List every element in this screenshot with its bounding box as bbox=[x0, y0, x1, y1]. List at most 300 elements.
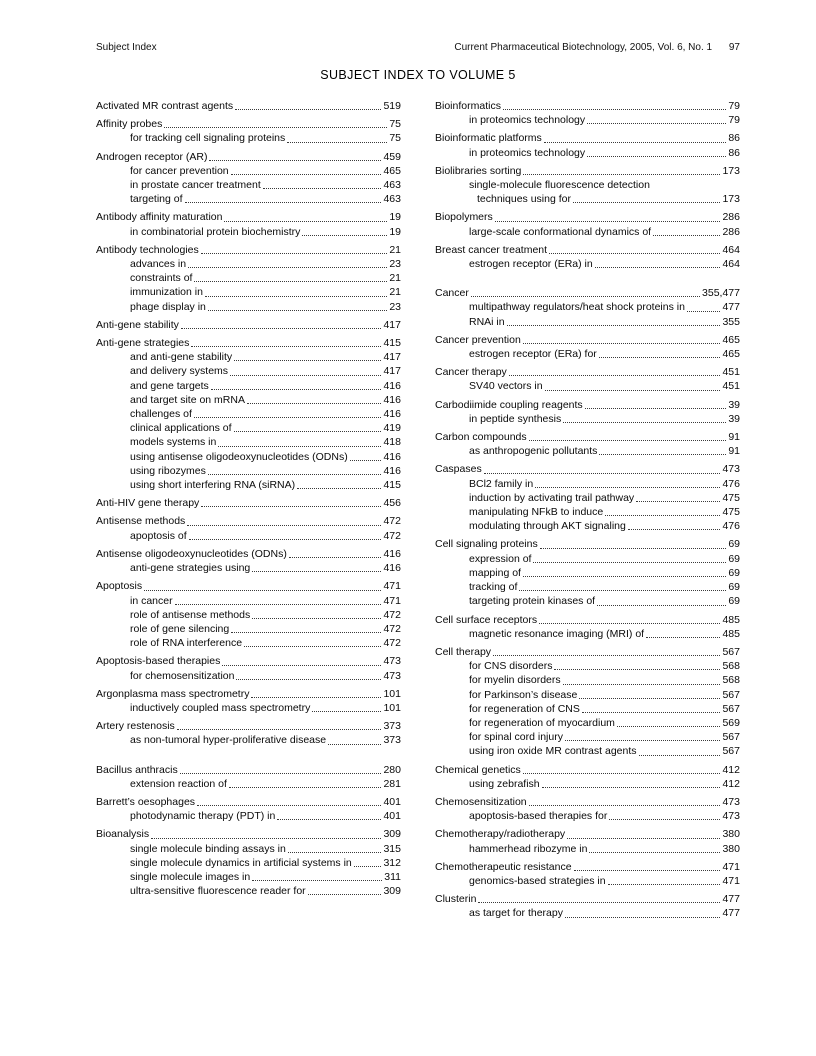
index-subentry bbox=[435, 744, 740, 758]
dot-leader bbox=[151, 838, 381, 839]
entry-text: single molecule binding assays in bbox=[130, 842, 286, 855]
index-entry bbox=[96, 654, 401, 668]
index-entry bbox=[435, 164, 740, 178]
dot-leader bbox=[595, 267, 721, 268]
dot-leader bbox=[308, 894, 382, 895]
index-entry bbox=[96, 318, 401, 332]
entry-text: single-molecule fluorescence detection bbox=[469, 179, 650, 192]
dot-leader bbox=[218, 446, 381, 447]
entry-text: role of RNA interference bbox=[130, 637, 243, 650]
index-subentry bbox=[435, 300, 740, 314]
index-entry bbox=[435, 462, 740, 476]
entry-text: Anti-gene strategies bbox=[96, 337, 190, 350]
entry-text: as anthropogenic pollutants bbox=[469, 445, 598, 458]
index-entry bbox=[96, 579, 401, 593]
entry-text: Bioanalysis bbox=[96, 828, 150, 841]
entry-text: for chemosensitization bbox=[130, 669, 235, 682]
page-number: 463 bbox=[383, 179, 401, 192]
entry-text: using ribozymes bbox=[130, 464, 206, 477]
dot-leader bbox=[533, 562, 726, 563]
dot-leader bbox=[287, 142, 387, 143]
page-number: 401 bbox=[383, 795, 401, 808]
dot-leader bbox=[523, 773, 721, 774]
index-subentry bbox=[435, 580, 740, 594]
dot-leader bbox=[229, 787, 382, 788]
page-number: 19 bbox=[389, 211, 401, 224]
entry-text: Chemotherapeutic resistance bbox=[435, 860, 572, 873]
index-entry bbox=[96, 763, 401, 777]
dot-leader bbox=[544, 142, 727, 143]
dot-leader bbox=[608, 884, 721, 885]
index-subentry bbox=[96, 884, 401, 898]
index-subentry bbox=[435, 444, 740, 458]
index-entry bbox=[435, 243, 740, 257]
entry-text: hammerhead ribozyme in bbox=[469, 842, 588, 855]
index-subentry bbox=[96, 701, 401, 715]
entry-text: Bacillus anthracis bbox=[96, 763, 178, 776]
index-entry bbox=[435, 763, 740, 777]
page-number: 21 bbox=[389, 243, 401, 256]
page-number: 355,477 bbox=[702, 287, 740, 300]
entry-text: Chemotherapy/radiotherapy bbox=[435, 828, 566, 841]
dot-leader bbox=[231, 632, 381, 633]
index-subentry bbox=[96, 529, 401, 543]
page-number: 485 bbox=[722, 627, 740, 640]
entry-text: Affinity probes bbox=[96, 118, 163, 131]
dot-leader bbox=[599, 357, 721, 358]
index-subentry bbox=[96, 870, 401, 884]
entry-text: Cancer therapy bbox=[435, 366, 507, 379]
page-number: 463 bbox=[383, 193, 401, 206]
index-subentry bbox=[435, 178, 740, 192]
page-number: 286 bbox=[722, 225, 740, 238]
entry-text: for CNS disorders bbox=[469, 660, 553, 673]
page-number: 21 bbox=[389, 286, 401, 299]
index-entry bbox=[435, 333, 740, 347]
index-subentry bbox=[435, 673, 740, 687]
dot-leader bbox=[484, 473, 721, 474]
dot-leader bbox=[194, 417, 382, 418]
entry-text: Antibody affinity maturation bbox=[96, 211, 223, 224]
page-number: 417 bbox=[383, 351, 401, 364]
page-number: 355 bbox=[722, 315, 740, 328]
dot-leader bbox=[252, 571, 381, 572]
dot-leader bbox=[175, 604, 382, 605]
page-number: 401 bbox=[383, 810, 401, 823]
entry-text: as non-tumoral hyper-proliferative disease bbox=[130, 734, 327, 747]
index-column-left bbox=[96, 99, 401, 921]
page-number: 475 bbox=[722, 491, 740, 504]
page-number: 69 bbox=[728, 538, 740, 551]
dot-leader bbox=[235, 109, 381, 110]
entry-text: immunization in bbox=[130, 286, 203, 299]
dot-leader bbox=[563, 422, 726, 423]
dot-leader bbox=[247, 403, 381, 404]
page-number: 473 bbox=[722, 810, 740, 823]
index-subentry bbox=[435, 552, 740, 566]
index-entry bbox=[435, 131, 740, 145]
page-number: 465 bbox=[722, 333, 740, 346]
index-subentry bbox=[435, 730, 740, 744]
index-subentry bbox=[435, 412, 740, 426]
dot-leader bbox=[539, 623, 720, 624]
entry-text: and anti-gene stability bbox=[130, 351, 233, 364]
page-number: 173 bbox=[722, 193, 740, 206]
entry-text: Caspases bbox=[435, 463, 482, 476]
page-number: 451 bbox=[722, 380, 740, 393]
dot-leader bbox=[587, 156, 726, 157]
entry-text: clinical applications of bbox=[130, 422, 232, 435]
index-subentry bbox=[96, 393, 401, 407]
dot-leader bbox=[587, 123, 726, 124]
dot-leader bbox=[545, 390, 721, 391]
entry-text: Antisense oligodeoxynucleotides (ODNs) bbox=[96, 547, 287, 560]
index-entry bbox=[96, 514, 401, 528]
dot-leader bbox=[597, 605, 726, 606]
page-number: 373 bbox=[383, 734, 401, 747]
index-entry bbox=[96, 117, 401, 131]
entry-text: estrogen receptor (ERa) for bbox=[469, 348, 597, 361]
entry-text: for Parkinson’s disease bbox=[469, 688, 578, 701]
dot-leader bbox=[687, 311, 721, 312]
dot-leader bbox=[209, 160, 381, 161]
page-number: 416 bbox=[383, 547, 401, 560]
entry-text: Biolibraries sorting bbox=[435, 164, 522, 177]
dot-leader bbox=[567, 838, 720, 839]
dot-leader bbox=[289, 557, 382, 558]
index-column-right bbox=[435, 99, 740, 921]
page-number: 75 bbox=[389, 118, 401, 131]
dot-leader bbox=[222, 665, 381, 666]
page-number: 567 bbox=[722, 645, 740, 658]
page-number: 568 bbox=[722, 660, 740, 673]
page-number: 465 bbox=[722, 348, 740, 361]
dot-leader bbox=[164, 127, 387, 128]
entry-text: induction by activating trail pathway bbox=[469, 491, 635, 504]
dot-leader bbox=[549, 253, 720, 254]
page-number: 476 bbox=[722, 520, 740, 533]
dot-leader bbox=[201, 506, 381, 507]
dot-leader bbox=[177, 729, 382, 730]
dot-leader bbox=[224, 221, 387, 222]
entry-text: for tracking cell signaling proteins bbox=[130, 132, 286, 145]
entry-text: Artery restenosis bbox=[96, 720, 175, 733]
page-number: 415 bbox=[383, 479, 401, 492]
dot-leader bbox=[234, 431, 382, 432]
index-subentry bbox=[435, 688, 740, 702]
index-entry bbox=[96, 687, 401, 701]
dot-leader bbox=[579, 698, 720, 699]
page-number: 69 bbox=[728, 581, 740, 594]
index-subentry bbox=[435, 113, 740, 127]
entry-text: in combinatorial protein biochemistry bbox=[130, 225, 301, 238]
entry-text: role of antisense methods bbox=[130, 608, 251, 621]
dot-leader bbox=[507, 325, 721, 326]
index-subentry bbox=[96, 478, 401, 492]
dot-leader bbox=[252, 880, 382, 881]
entry-text: tracking of bbox=[469, 581, 518, 594]
page-number: 416 bbox=[383, 408, 401, 421]
page-number: 471 bbox=[383, 580, 401, 593]
page-number: 472 bbox=[383, 515, 401, 528]
dot-leader bbox=[540, 548, 727, 549]
entry-text: Cell therapy bbox=[435, 645, 492, 658]
entry-text: targeting protein kinases of bbox=[469, 595, 596, 608]
page-number: 280 bbox=[383, 763, 401, 776]
dot-leader bbox=[230, 375, 381, 376]
dot-leader bbox=[509, 375, 721, 376]
index-entry bbox=[435, 99, 740, 113]
page-number: 567 bbox=[722, 688, 740, 701]
entry-text: in proteomics technology bbox=[469, 146, 586, 159]
index-subentry bbox=[96, 257, 401, 271]
dot-leader bbox=[263, 188, 382, 189]
entry-text: Antibody technologies bbox=[96, 243, 199, 256]
running-header-left: Subject Index bbox=[96, 42, 157, 53]
index-entry bbox=[435, 430, 740, 444]
entry-text: apoptosis-based therapies for bbox=[469, 810, 608, 823]
page-number: 412 bbox=[722, 777, 740, 790]
dot-leader bbox=[639, 755, 721, 756]
dot-leader bbox=[144, 590, 381, 591]
index-subentry bbox=[96, 608, 401, 622]
entry-text: and delivery systems bbox=[130, 365, 229, 378]
index-entry bbox=[96, 547, 401, 561]
entry-text: magnetic resonance imaging (MRI) of bbox=[469, 627, 645, 640]
index-entry bbox=[435, 537, 740, 551]
page-number: 69 bbox=[728, 595, 740, 608]
index-title: SUBJECT INDEX TO VOLUME 5 bbox=[320, 68, 516, 82]
entry-text: for myelin disorders bbox=[469, 674, 561, 687]
dot-leader bbox=[194, 281, 387, 282]
dot-leader bbox=[201, 253, 388, 254]
entry-text: in cancer bbox=[130, 594, 173, 607]
dot-leader bbox=[180, 773, 382, 774]
dot-leader bbox=[302, 235, 387, 236]
page-number: 477 bbox=[722, 907, 740, 920]
index-subentry bbox=[435, 906, 740, 920]
page-number: 416 bbox=[383, 393, 401, 406]
page-number: 412 bbox=[722, 763, 740, 776]
page-number: 373 bbox=[383, 720, 401, 733]
dot-leader bbox=[312, 711, 381, 712]
entry-text: mapping of bbox=[469, 566, 521, 579]
entry-text: BCl2 family in bbox=[469, 477, 534, 490]
index-entry bbox=[435, 613, 740, 627]
entry-text: Cancer prevention bbox=[435, 333, 521, 346]
dot-leader bbox=[589, 852, 720, 853]
dot-leader bbox=[187, 525, 381, 526]
index-columns bbox=[96, 99, 740, 921]
index-entry bbox=[96, 243, 401, 257]
page-number: 567 bbox=[722, 731, 740, 744]
entry-text: Chemical genetics bbox=[435, 763, 521, 776]
entry-text: as target for therapy bbox=[469, 907, 563, 920]
entry-text: Barrett’s oesophages bbox=[96, 795, 196, 808]
page-number: 473 bbox=[722, 463, 740, 476]
page-number: 459 bbox=[383, 150, 401, 163]
entry-text: models systems in bbox=[130, 436, 217, 449]
dot-leader bbox=[574, 870, 721, 871]
dot-leader bbox=[529, 805, 721, 806]
entry-text: estrogen receptor (ERa) in bbox=[469, 258, 593, 271]
page-number: 476 bbox=[722, 477, 740, 490]
dot-leader bbox=[288, 852, 382, 853]
entry-text: in peptide synthesis bbox=[469, 412, 562, 425]
dot-leader bbox=[628, 529, 721, 530]
section-gap bbox=[435, 271, 740, 286]
index-subentry bbox=[435, 477, 740, 491]
page-number: 416 bbox=[383, 464, 401, 477]
index-subentry bbox=[96, 285, 401, 299]
page-number: 39 bbox=[728, 398, 740, 411]
page-number: 456 bbox=[383, 497, 401, 510]
index-subentry bbox=[96, 350, 401, 364]
index-subentry bbox=[96, 622, 401, 636]
page-number: 475 bbox=[722, 506, 740, 519]
page-number: 69 bbox=[728, 552, 740, 565]
page-number: 416 bbox=[383, 450, 401, 463]
entry-text: inductively coupled mass spectrometry bbox=[130, 701, 311, 714]
page-number: 465 bbox=[383, 164, 401, 177]
page-number: 86 bbox=[728, 146, 740, 159]
page-number: 464 bbox=[722, 258, 740, 271]
entry-text: apoptosis of bbox=[130, 529, 187, 542]
page-number: 75 bbox=[389, 132, 401, 145]
dot-leader bbox=[297, 488, 381, 489]
folio-page-number: 97 bbox=[728, 42, 740, 53]
entry-text: for regeneration of myocardium bbox=[469, 716, 615, 729]
dot-leader bbox=[573, 202, 720, 203]
dot-leader bbox=[563, 684, 721, 685]
dot-leader bbox=[185, 202, 382, 203]
page-number: 569 bbox=[722, 716, 740, 729]
dot-leader bbox=[646, 637, 720, 638]
entry-text: Cancer bbox=[435, 287, 469, 300]
dot-leader bbox=[191, 346, 381, 347]
entry-text: Anti-gene stability bbox=[96, 318, 179, 331]
running-header bbox=[96, 42, 740, 53]
dot-leader bbox=[609, 819, 720, 820]
journal-citation: Current Pharmaceutical Biotechnology, 2005, Vol. 6, No. 1 bbox=[454, 42, 713, 53]
page-number: 464 bbox=[722, 243, 740, 256]
index-subentry bbox=[96, 777, 401, 791]
page-number: 472 bbox=[383, 608, 401, 621]
page-number: 418 bbox=[383, 436, 401, 449]
index-subentry bbox=[435, 315, 740, 329]
entry-text: for regeneration of CNS bbox=[469, 702, 580, 715]
index-subentry bbox=[96, 669, 401, 683]
page-number: 477 bbox=[722, 893, 740, 906]
page-number: 415 bbox=[383, 337, 401, 350]
entry-text: SV40 vectors in bbox=[469, 380, 543, 393]
entry-text: Cell signaling proteins bbox=[435, 538, 538, 551]
index-subentry bbox=[96, 300, 401, 314]
dot-leader bbox=[205, 296, 387, 297]
index-entry bbox=[96, 210, 401, 224]
page-number: 472 bbox=[383, 529, 401, 542]
dot-leader bbox=[208, 310, 387, 311]
index-subentry bbox=[435, 505, 740, 519]
dot-leader bbox=[535, 487, 720, 488]
entry-text: manipulating NFkB to induce bbox=[469, 506, 604, 519]
entry-text: ultra-sensitive fluorescence reader for bbox=[130, 885, 306, 898]
index-subentry bbox=[96, 407, 401, 421]
entry-text: advances in bbox=[130, 258, 187, 271]
entry-text: constraints of bbox=[130, 272, 193, 285]
entry-text: RNAi in bbox=[469, 315, 505, 328]
entry-text: Anti-HIV gene therapy bbox=[96, 497, 200, 510]
page-number: 69 bbox=[728, 566, 740, 579]
entry-text: using short interfering RNA (siRNA) bbox=[130, 479, 296, 492]
entry-text: Androgen receptor (AR) bbox=[96, 150, 208, 163]
dot-leader bbox=[244, 646, 381, 647]
index-entry bbox=[435, 210, 740, 224]
entry-text: phage display in bbox=[130, 300, 206, 313]
entry-text: in prostate cancer treatment bbox=[130, 179, 261, 192]
index-subentry bbox=[435, 192, 740, 206]
index-entry bbox=[435, 892, 740, 906]
dot-leader bbox=[234, 360, 381, 361]
dot-leader bbox=[197, 805, 381, 806]
entry-text: extension reaction of bbox=[130, 777, 227, 790]
page-number: 281 bbox=[383, 777, 401, 790]
entry-text: expression of bbox=[469, 552, 532, 565]
index-subentry bbox=[435, 379, 740, 393]
entry-text: genomics-based strategies in bbox=[469, 874, 606, 887]
index-subentry bbox=[435, 874, 740, 888]
index-entry bbox=[96, 719, 401, 733]
index-subentry bbox=[435, 777, 740, 791]
entry-text: challenges of bbox=[130, 408, 192, 421]
entry-text: Carbon compounds bbox=[435, 431, 527, 444]
entry-text: targeting of bbox=[130, 193, 183, 206]
entry-text: Biopolymers bbox=[435, 211, 493, 224]
index-entry bbox=[435, 795, 740, 809]
page-number: 568 bbox=[722, 674, 740, 687]
entry-text: multipathway regulators/heat shock proteins in bbox=[469, 301, 685, 314]
dot-leader bbox=[208, 474, 382, 475]
dot-leader bbox=[523, 576, 726, 577]
entry-text: Activated MR contrast agents bbox=[96, 100, 234, 112]
dot-leader bbox=[585, 408, 727, 409]
entry-text: Cell surface receptors bbox=[435, 613, 538, 626]
index-subentry bbox=[96, 379, 401, 393]
entry-text: role of gene silencing bbox=[130, 622, 230, 635]
index-entry bbox=[435, 860, 740, 874]
dot-leader bbox=[636, 501, 720, 502]
page-number: 23 bbox=[389, 300, 401, 313]
page-number: 311 bbox=[384, 870, 401, 883]
index-subentry bbox=[96, 464, 401, 478]
entry-text: using iron oxide MR contrast agents bbox=[469, 745, 637, 758]
running-header-right bbox=[454, 42, 740, 53]
entry-text: using antisense oligodeoxynucleotides (ODNs) bbox=[130, 450, 348, 463]
dot-leader bbox=[653, 235, 720, 236]
index-subentry bbox=[435, 491, 740, 505]
page-number: 101 bbox=[383, 687, 401, 700]
dot-leader bbox=[529, 440, 727, 441]
entry-text: for spinal cord injury bbox=[469, 731, 563, 744]
index-subentry bbox=[96, 435, 401, 449]
index-subentry bbox=[96, 131, 401, 145]
entry-text: Apoptosis bbox=[96, 580, 143, 593]
index-subentry bbox=[435, 225, 740, 239]
page-number: 519 bbox=[383, 100, 401, 112]
page-number: 485 bbox=[722, 613, 740, 626]
index-subentry bbox=[96, 561, 401, 575]
page-number: 286 bbox=[722, 211, 740, 224]
